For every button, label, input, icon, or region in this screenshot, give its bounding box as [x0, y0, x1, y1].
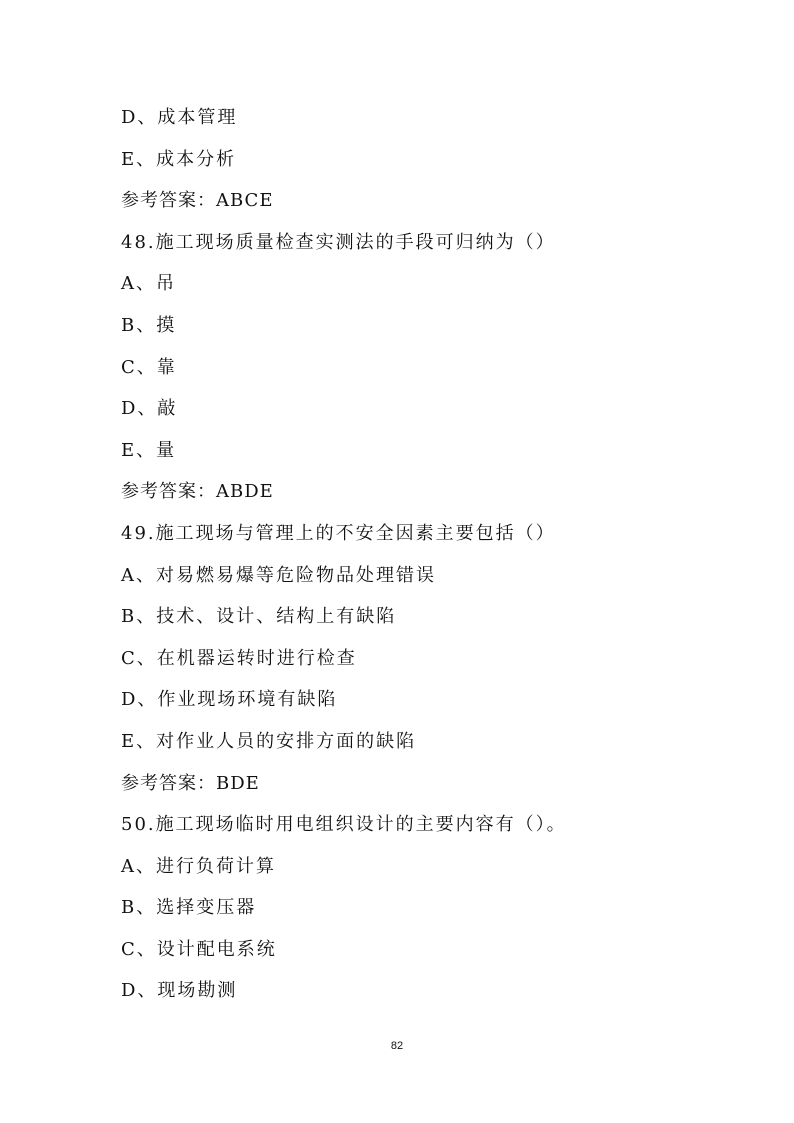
answer-line: 参考答案：ABCE — [121, 190, 274, 212]
option-line: C、靠 — [121, 356, 177, 378]
answer-line: 参考答案：ABDE — [121, 481, 274, 503]
page-number: 82 — [390, 1040, 404, 1052]
answer-line: 参考答案：BDE — [121, 772, 260, 794]
option-line: E、对作业人员的安排方面的缺陷 — [121, 730, 417, 752]
content-body — [121, 97, 721, 1012]
question-line: 49.施工现场与管理上的不安全因素主要包括（） — [121, 522, 556, 544]
option-line: E、成本分析 — [121, 148, 237, 170]
option-line: C、在机器运转时进行检查 — [121, 647, 357, 669]
option-line: D、作业现场环境有缺陷 — [121, 689, 338, 711]
option-line: D、成本管理 — [121, 107, 238, 128]
option-line: B、摸 — [121, 314, 177, 336]
option-line: E、量 — [121, 439, 177, 461]
option-line: A、吊 — [121, 273, 176, 295]
option-line: C、设计配电系统 — [121, 938, 277, 960]
option-line: B、选择变压器 — [121, 897, 257, 919]
option-line: D、现场勘测 — [121, 980, 238, 1002]
option-line: A、进行负荷计算 — [121, 855, 276, 877]
option-line: B、技术、设计、结构上有缺陷 — [121, 606, 397, 628]
question-line: 48.施工现场质量检查实测法的手段可归纳为（） — [121, 231, 556, 253]
option-line: D、敲 — [121, 398, 178, 420]
question-line: 50.施工现场临时用电组织设计的主要内容有（）。 — [121, 814, 567, 836]
option-line: A、对易燃易爆等危险物品处理错误 — [121, 564, 436, 586]
